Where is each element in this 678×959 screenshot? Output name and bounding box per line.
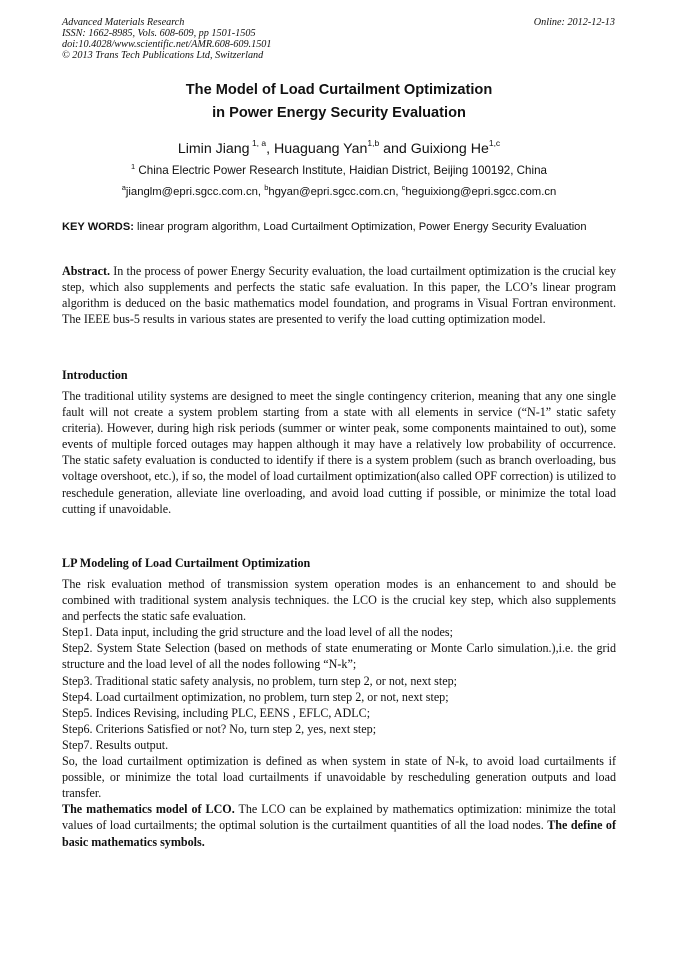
keywords-label: KEY WORDS: — [62, 221, 134, 233]
journal-doi: doi:10.4028/www.scientific.net/AMR.608-609.1501 — [62, 39, 272, 50]
lp-section-body — [62, 576, 616, 850]
math-model-label: The mathematics model of LCO. — [62, 802, 235, 817]
paper-title-line-2: in Power Energy Security Evaluation — [212, 105, 466, 121]
author-list — [62, 139, 616, 159]
author-1: Limin Jiang — [177, 141, 250, 157]
email-b-marker: b — [264, 183, 269, 192]
email-a[interactable]: jianglm@epri.sgcc.com.cn, — [125, 186, 265, 198]
email-a-marker: a — [121, 183, 126, 192]
email-b[interactable]: hgyan@epri.sgcc.com.cn, — [268, 186, 402, 198]
author-3-affil: 1,c — [488, 138, 501, 148]
author-3: Guixiong He — [410, 141, 489, 157]
step-item-3: Step3. Traditional static safety analysis, no problem, turn step 2, or not, next step; — [62, 673, 458, 688]
author-separator: and — [379, 141, 411, 157]
affiliation-number: 1 — [131, 162, 136, 171]
abstract-text: In the process of power Energy Security evaluation, the load curtailment optimization is the crucial key step, which also supplements and perfects the static safe evaluation. In this paper, the LCO’s linear program algorithm is deduced on the basic mathematics model foundation, and programs in Visual Fortran environment. The IEEE bus-5 results in various states are presented to verify the load cutting optimization model. — [62, 264, 616, 327]
affiliation-text: China Electric Power Research Institute, Haidian District, Beijing 100192, China — [135, 164, 547, 177]
abstract — [62, 263, 616, 327]
step-item-7: Step7. Results output. — [62, 737, 169, 752]
define-symbols-label: The define of basic mathematics symbols. — [62, 818, 617, 849]
math-model-text: The LCO can be explained by mathematics optimization: minimize the total values of load curtailments; the optimal solution is the curtailment quantities of all the load nodes. — [62, 802, 616, 833]
paper-title-line-1: The Model of Load Curtailment Optimization — [185, 82, 493, 98]
step-item-2: Step2. System State Selection (based on methods of state enumerating or Monte Carlo simulation.),i.e. the grid structure and the load level of all the nodes following “N-k”; — [62, 641, 616, 672]
author-2-affil: 1,b — [367, 138, 380, 148]
step-item-6: Step6. Criterions Satisfied or not? No, turn step 2, yes, next step; — [62, 721, 377, 736]
email-c-marker: c — [401, 183, 406, 192]
keywords — [62, 221, 616, 235]
step-item-5: Step5. Indices Revising, including PLC, EENS , EFLC, ADLC; — [62, 705, 371, 720]
lp-section-heading: LP Modeling of Load Curtailment Optimization — [62, 556, 311, 570]
journal-copyright: © 2013 Trans Tech Publications Ltd, Switzerland — [62, 50, 264, 61]
affiliation — [62, 162, 616, 180]
journal-header — [62, 17, 482, 61]
keywords-text: linear program algorithm, Load Curtailment Optimization, Power Energy Security Evaluation — [133, 221, 587, 233]
author-emails — [62, 183, 616, 201]
lp-intro-paragraph: The risk evaluation method of transmission system operation modes is an enhancement to and should be combined with traditional system analysis techniques. the LCO is the crucial key step, which also supplements and perfects the static safe evaluation. — [62, 577, 616, 624]
step-item-1: Step1. Data input, including the grid structure and the load level of all the nodes; — [62, 625, 453, 640]
journal-issn: ISSN: 1662-8985, Vols. 608-609, pp 1501-1505 — [62, 28, 256, 39]
introduction-paragraph: The traditional utility systems are designed to meet the single contingency criterion, meaning that any one single fault will not create a system problem starting from a state with all elements in service (“N-1” static safety criteria). However, during high risk periods (summer or winter peak, some components maintained to out), some events of multiple forced outages may happen although it may have a relatively low probability of occurrence. The static safety evaluation is conducted to identify if there is a system problem (such as branch overloading, bus voltage overshoot, etc.), if so, the model of load curtailment optimization(also called OPF correction) is utilized to reschedule generation, alleviate line overloading, and avoid load cutting if possible, or minimize the total load cutting if unavoidable. — [62, 389, 616, 516]
author-1-affil: 1, a — [249, 138, 267, 148]
introduction-heading: Introduction — [62, 368, 128, 382]
email-c[interactable]: heguixiong@epri.sgcc.com.cn — [405, 186, 557, 198]
step-item-4: Step4. Load curtailment optimization, no problem, turn step 2, or not, next step; — [62, 689, 449, 704]
online-date: Online: 2012-12-13 — [533, 17, 615, 28]
lco-definition-paragraph: So, the load curtailment optimization is defined as when system in state of N-k, to avoid load curtailments if possible, or minimize the total load curtailments if unavoidable by rescheduling generation outputs and load transfer. — [62, 754, 616, 801]
journal-name: Advanced Materials Research — [62, 17, 185, 28]
author-separator: , — [266, 141, 275, 157]
author-2: Huaguang Yan — [274, 141, 368, 157]
math-model-paragraph — [62, 801, 616, 849]
abstract-label: Abstract. — [62, 264, 111, 278]
paper-title — [62, 79, 616, 125]
